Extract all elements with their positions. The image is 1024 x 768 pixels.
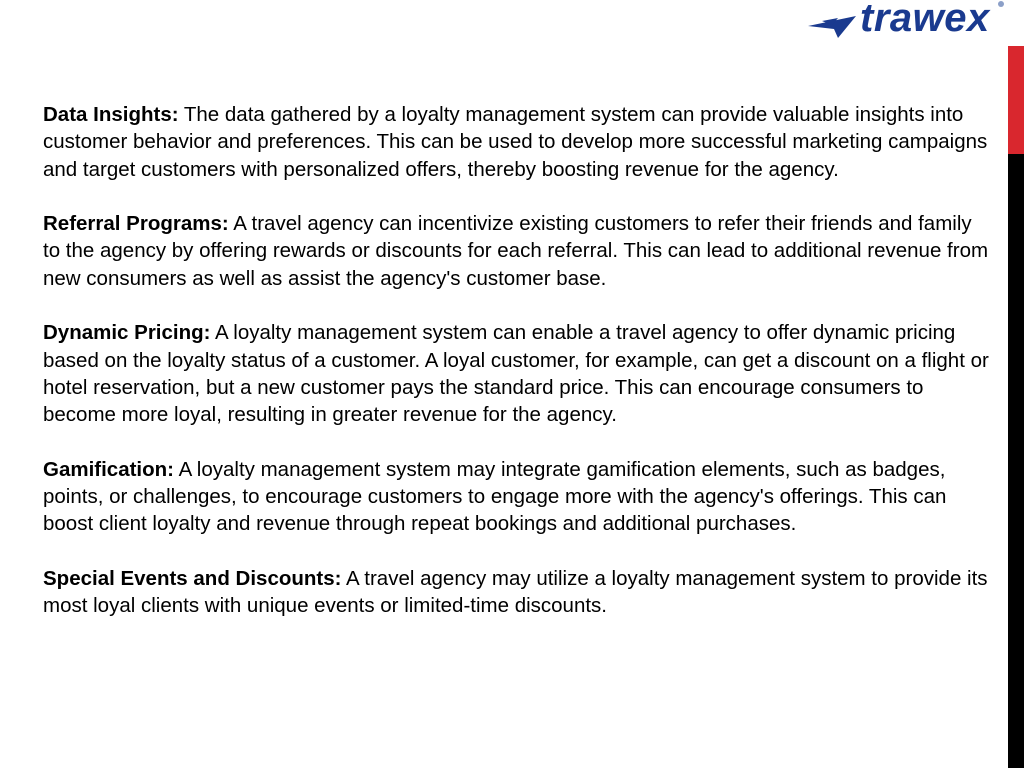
section-data-insights: [43, 101, 993, 183]
trawex-logo: [808, 2, 1008, 44]
section-term: Special Events and Discounts:: [43, 567, 342, 591]
section-term: Dynamic Pricing:: [43, 321, 211, 345]
plane-icon: [808, 10, 858, 38]
section-term: Data Insights:: [43, 103, 179, 126]
side-bar-black-segment: [1008, 154, 1024, 768]
slide-body: [43, 101, 993, 647]
section-text: A travel agency may utilize a loyalty management system to provide its most loyal clients with unique events or limited-time discounts.: [43, 567, 988, 618]
section-text: A travel agency can incentivize existing customers to refer their friends and family to the agency by offering rewards or discounts for each referral. This can lead to additional revenue from new consumers as well as assist the agency's customer base.: [43, 212, 989, 290]
logo-wordmark: trawex: [860, 0, 990, 40]
section-gamification: [43, 456, 993, 538]
section-term: Referral Programs:: [43, 212, 229, 236]
section-term: Gamification:: [43, 457, 174, 481]
section-text: A loyalty management system may integrate gamification elements, such as badges, points, or challenges, to encourage customers to engage more with the agency's offerings. This can boost client loyalty and revenue through repeat bookings and additional purchases.: [43, 457, 947, 536]
section-text: A loyalty management system can enable a travel agency to offer dynamic pricing based on the loyalty status of a customer. A loyal customer, for example, can get a discount on a flight or hotel reservation, but a new customer pays the standard price. This can encourage consumers to become more loyal, resulting in greater revenue for the agency.: [43, 321, 989, 427]
section-dynamic-pricing: [43, 319, 993, 428]
section-special-events: [43, 565, 993, 620]
section-referral-programs: [43, 210, 993, 292]
section-text: The data gathered by a loyalty management system can provide valuable insights into customer behavior and preferences. This can be used to develop more successful marketing campaigns and target customers with personalized offers, thereby boosting revenue for the agency.: [43, 103, 988, 181]
decorative-side-bar: [1008, 0, 1024, 768]
side-bar-red-segment: [1008, 46, 1024, 154]
logo-registered-mark: [998, 1, 1004, 7]
